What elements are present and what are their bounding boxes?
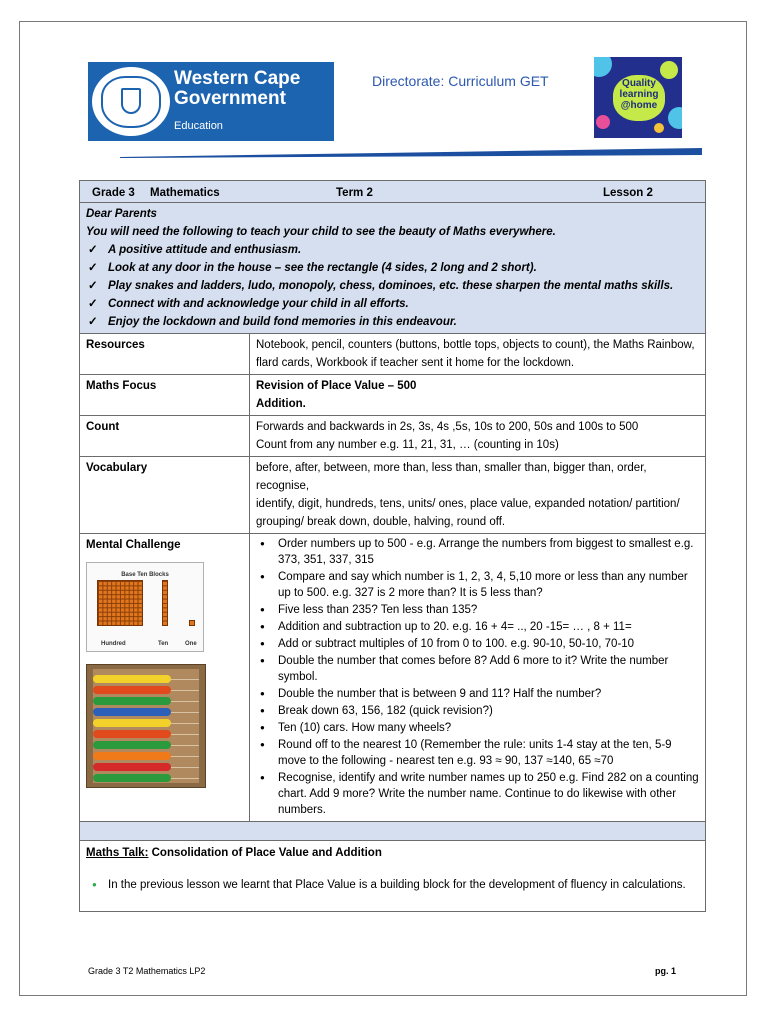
parents-note-row — [80, 203, 706, 334]
mental-challenge-label: Mental Challenge — [86, 539, 181, 551]
count-line: Forwards and backwards in 2s, 3s, 4s ,5s, 10s to 200, 50s and 100s to 500 — [256, 421, 639, 433]
maths-talk-subtitle: Consolidation of Place Value and Addition — [148, 847, 382, 859]
maths-talk-heading: Maths Talk: — [86, 847, 149, 859]
vocabulary-label: Vocabulary — [80, 457, 250, 534]
challenge-item: ● Five less than 235? Ten less than 135? — [256, 602, 699, 618]
challenge-item: ● Double the number that is between 9 and 11? Half the number? — [256, 686, 699, 702]
maths-focus-content — [250, 375, 706, 416]
footer-page-number: pg. 1 — [655, 966, 677, 976]
mental-challenge-label-cell — [80, 534, 250, 822]
resources-line: Notebook, pencil, counters (buttons, bottle tops, objects to count), the Maths Rainbow, — [256, 339, 695, 351]
challenge-item: ● Round off to the nearest 10 (Remember the rule: units 1-4 stay at the ten, 5-9 move to the following - nearest ten e.g. 93 ≈ 90, 137 ≈140, 65 ≈70 — [256, 737, 699, 769]
wcg-name-line2: Government — [174, 88, 286, 109]
checklist-item: ✓ A positive attitude and enthusiasm. — [86, 241, 699, 259]
checklist-item: ✓ Enjoy the lockdown and build fond memories in this endeavour. — [86, 313, 699, 331]
hundred-block — [97, 580, 143, 626]
maths-talk-bullet: ● In the previous lesson we learnt that Place Value is a building block for the development of fluency in calculations. — [86, 876, 699, 894]
challenge-item: ● Ten (10) cars. How many wheels? — [256, 720, 699, 736]
mental-challenge-content — [250, 534, 706, 822]
vocabulary-row — [80, 457, 706, 534]
mental-challenge-list — [256, 536, 699, 818]
maths-talk-row — [80, 841, 706, 912]
ten-rod — [162, 580, 168, 626]
base-ten-title: Base Ten Blocks — [121, 572, 169, 578]
ql-logo-text: Quality learning @home — [613, 75, 665, 121]
maths-focus-line: Addition. — [256, 398, 306, 410]
parents-greeting: Dear Parents — [86, 208, 157, 220]
challenge-item: ● Add or subtract multiples of 10 from 0 to 100. e.g. 90-10, 50-10, 70-10 — [256, 636, 699, 652]
count-line: Count from any number e.g. 11, 21, 31, … (counting in 10s) — [256, 439, 559, 451]
challenge-item: ● Recognise, identify and write number names up to 250 e.g. Find 282 on a counting chart. Add 9 more? Write the number name. Continue to do likewise with other numbers. — [256, 770, 699, 818]
resources-content — [250, 334, 706, 375]
challenge-item: ● Compare and say which number is 1, 2, 3, 4, 5,10 more or less than any number up to 500. e.g. 327 is 2 more than? It is 5 less than? — [256, 569, 699, 601]
hundred-caption: Hundred — [101, 641, 126, 647]
maths-focus-row — [80, 375, 706, 416]
coat-of-arms-icon — [92, 67, 170, 136]
vocabulary-line: grouping/ break down, double, halving, round off. — [256, 516, 506, 528]
checklist-item: ✓ Look at any door in the house – see the rectangle (4 sides, 2 long and 2 short). — [86, 259, 699, 277]
western-cape-government-logo — [88, 62, 334, 141]
lesson-number-label: Lesson 2 — [603, 187, 653, 199]
one-cube — [189, 620, 195, 626]
wcg-department: Education — [174, 120, 223, 132]
quality-learning-at-home-logo — [594, 57, 682, 138]
term-label: Term 2 — [336, 187, 373, 199]
grade-label: Grade 3 — [92, 187, 135, 199]
maths-talk-cell — [80, 841, 706, 912]
mental-challenge-row — [80, 534, 706, 822]
parents-checklist — [86, 241, 699, 331]
count-content — [250, 416, 706, 457]
vocabulary-line: before, after, between, more than, less than, smaller than, bigger than, order, recognise, — [256, 462, 647, 492]
resources-row — [80, 334, 706, 375]
abacus-image — [86, 664, 206, 788]
challenge-item: ● Addition and subtraction up to 20. e.g. 16 + 4= .., 20 -15= … , 8 + 11= — [256, 619, 699, 635]
lesson-plan-table — [79, 180, 706, 912]
count-row — [80, 416, 706, 457]
footer-document-name: Grade 3 T2 Mathematics LP2 — [88, 966, 206, 976]
subject-label: Mathematics — [150, 187, 220, 199]
lesson-header-row — [80, 181, 706, 203]
ten-caption: Ten — [158, 641, 169, 647]
parents-intro: You will need the following to teach your child to see the beauty of Maths everywhere. — [86, 226, 556, 238]
vocabulary-line: identify, digit, hundreds, tens, units/ ones, place value, expanded notation/ partition/ — [256, 498, 680, 510]
base-ten-blocks-image — [86, 562, 204, 652]
count-label: Count — [80, 416, 250, 457]
one-caption: One — [185, 641, 197, 647]
checklist-item: ✓ Connect with and acknowledge your child in all efforts. — [86, 295, 699, 313]
spacer-row — [80, 822, 706, 841]
header-swoosh-line — [120, 148, 702, 158]
maths-talk-title — [86, 844, 699, 862]
vocabulary-content — [250, 457, 706, 534]
maths-focus-line: Revision of Place Value – 500 — [256, 380, 417, 392]
directorate-title: Directorate: Curriculum GET — [372, 73, 549, 89]
checklist-item: ✓ Play snakes and ladders, ludo, monopoly, chess, dominoes, etc. these sharpen the mental maths skills. — [86, 277, 699, 295]
challenge-item: ● Break down 63, 156, 182 (quick revision?) — [256, 703, 699, 719]
challenge-item: ● Double the number that comes before 8? Add 6 more to it? Write the number symbol. — [256, 653, 699, 685]
resources-label: Resources — [80, 334, 250, 375]
challenge-item: ● Order numbers up to 500 - e.g. Arrange the numbers from biggest to smallest e.g. 373, 351, 337, 315 — [256, 536, 699, 568]
maths-focus-label: Maths Focus — [80, 375, 250, 416]
resources-line: flard cards, Workbook if teacher sent it home for the lockdown. — [256, 357, 575, 369]
wcg-name-line1: Western Cape — [174, 68, 301, 89]
